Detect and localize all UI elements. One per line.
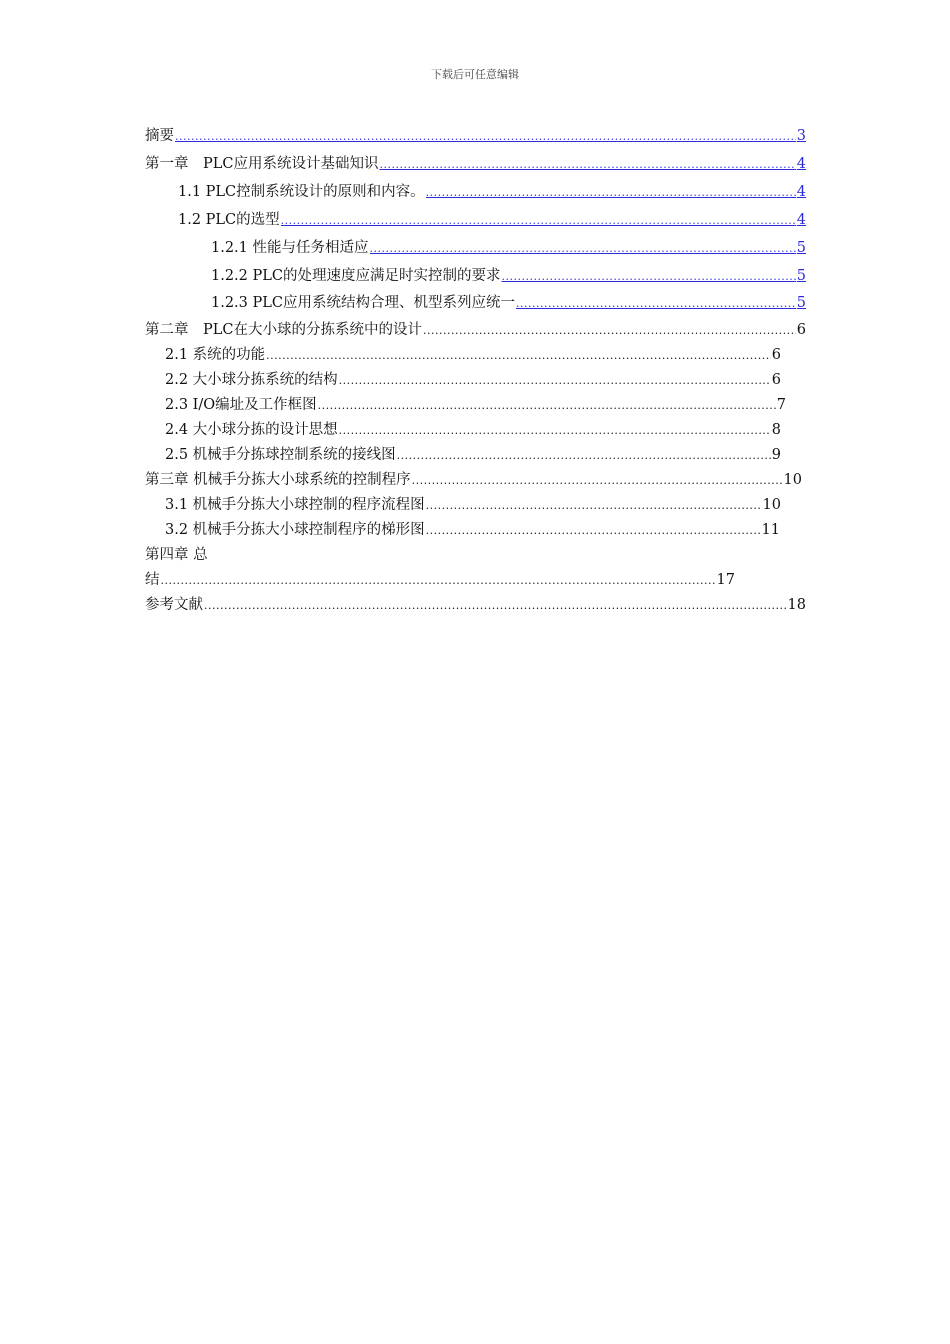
- toc-entry-label: 第二章 PLC在大小球的分拣系统中的设计: [145, 322, 422, 338]
- toc-entry-page: 17: [716, 572, 735, 588]
- toc-entry-page: 18: [787, 597, 806, 613]
- toc-leader: [426, 183, 796, 203]
- toc-entry-chapter-3[interactable]: [145, 470, 802, 491]
- toc-entry-page: 8: [771, 422, 781, 438]
- toc-leader: [204, 596, 787, 616]
- toc-entry-label: 参考文献: [145, 597, 203, 613]
- toc-leader: [161, 571, 716, 591]
- toc-entry-label: 2.4 大小球分拣的设计思想: [165, 422, 338, 438]
- toc-leader: [175, 127, 796, 147]
- toc-entry-chapter-4[interactable]: [145, 570, 735, 591]
- toc-leader: [426, 496, 762, 516]
- toc-entry-page: 6: [771, 347, 781, 363]
- toc-entry-label: 第一章 PLC应用系统设计基础知识: [145, 156, 379, 172]
- toc-entry-chapter-4-label[interactable]: 第四章 总: [145, 547, 208, 563]
- toc-leader: [339, 371, 771, 391]
- toc-entry-1-2-3[interactable]: [211, 293, 806, 314]
- toc-entry-label: 2.1 系统的功能: [165, 347, 266, 363]
- toc-entry-page: 5: [796, 268, 806, 284]
- toc-entry-chapter-2[interactable]: [145, 320, 806, 341]
- toc-entry-chapter-1[interactable]: [145, 154, 806, 175]
- toc-entry-label: 2.2 大小球分拣系统的结构: [165, 372, 338, 388]
- toc-entry-page: 6: [796, 322, 806, 338]
- toc-leader: [370, 239, 796, 259]
- toc-entry-label: 1.2.1 性能与任务相适应: [211, 240, 369, 256]
- toc-entry-label: 1.1 PLC控制系统设计的原则和内容。: [178, 184, 425, 200]
- toc-entry-references[interactable]: [145, 595, 806, 616]
- toc-entry-label-continued: 结: [145, 572, 160, 588]
- toc-leader: [426, 521, 761, 541]
- toc-entry-1-1[interactable]: [178, 182, 806, 203]
- toc-entry-page: 9: [771, 447, 781, 463]
- toc-leader: [501, 267, 795, 287]
- toc-entry-abstract[interactable]: [145, 126, 806, 147]
- toc-entry-1-2[interactable]: [178, 210, 806, 231]
- toc-entry-label: 摘要: [145, 128, 174, 144]
- toc-entry-label: 1.2.2 PLC的处理速度应满足时实控制的要求: [211, 268, 501, 284]
- toc-entry-3-1[interactable]: [165, 495, 781, 516]
- toc-leader: [318, 396, 776, 416]
- toc-entry-page: 4: [796, 184, 806, 200]
- toc-leader: [379, 155, 795, 175]
- toc-entry-1-2-2[interactable]: [211, 266, 806, 287]
- toc-entry-label: 1.2.3 PLC应用系统结构合理、机型系列应统一: [211, 295, 515, 311]
- toc-entry-2-4[interactable]: [165, 420, 781, 441]
- toc-entry-page: 5: [796, 240, 806, 256]
- toc-entry-page: 5: [796, 295, 806, 311]
- toc-leader: [339, 421, 771, 441]
- toc-entry-label: 3.1 机械手分拣大小球控制的程序流程图: [165, 497, 425, 513]
- toc-leader: [423, 321, 796, 341]
- toc-entry-2-2[interactable]: [165, 370, 781, 391]
- toc-entry-page: 3: [796, 128, 806, 144]
- page-header: 下载后可任意编辑: [431, 68, 519, 81]
- toc-leader: [397, 446, 771, 466]
- toc-entry-page: 10: [783, 472, 802, 488]
- toc-entry-1-2-1[interactable]: [211, 238, 806, 259]
- toc-leader: [281, 211, 796, 231]
- toc-entry-2-3[interactable]: [165, 395, 786, 416]
- toc-entry-2-1[interactable]: [165, 345, 781, 366]
- toc-leader: [412, 471, 783, 491]
- toc-entry-page: 7: [776, 397, 786, 413]
- toc-entry-2-5[interactable]: [165, 445, 781, 466]
- toc-entry-label: 1.2 PLC的选型: [178, 212, 280, 228]
- toc-entry-3-2[interactable]: [165, 520, 780, 541]
- toc-entry-label: 3.2 机械手分拣大小球控制程序的梯形图: [165, 522, 425, 538]
- toc-entry-label: 2.3 I/O编址及工作框图: [165, 397, 317, 413]
- toc-entry-label: 第三章 机械手分拣大小球系统的控制程序: [145, 472, 411, 488]
- toc-entry-page: 4: [796, 212, 806, 228]
- toc-entry-page: 4: [796, 156, 806, 172]
- toc-leader: [266, 346, 771, 366]
- toc-entry-label: 2.5 机械手分拣球控制系统的接线图: [165, 447, 396, 463]
- toc-entry-page: 11: [761, 522, 780, 538]
- toc-leader: [516, 294, 796, 314]
- toc-entry-page: 6: [771, 372, 781, 388]
- toc-entry-page: 10: [762, 497, 781, 513]
